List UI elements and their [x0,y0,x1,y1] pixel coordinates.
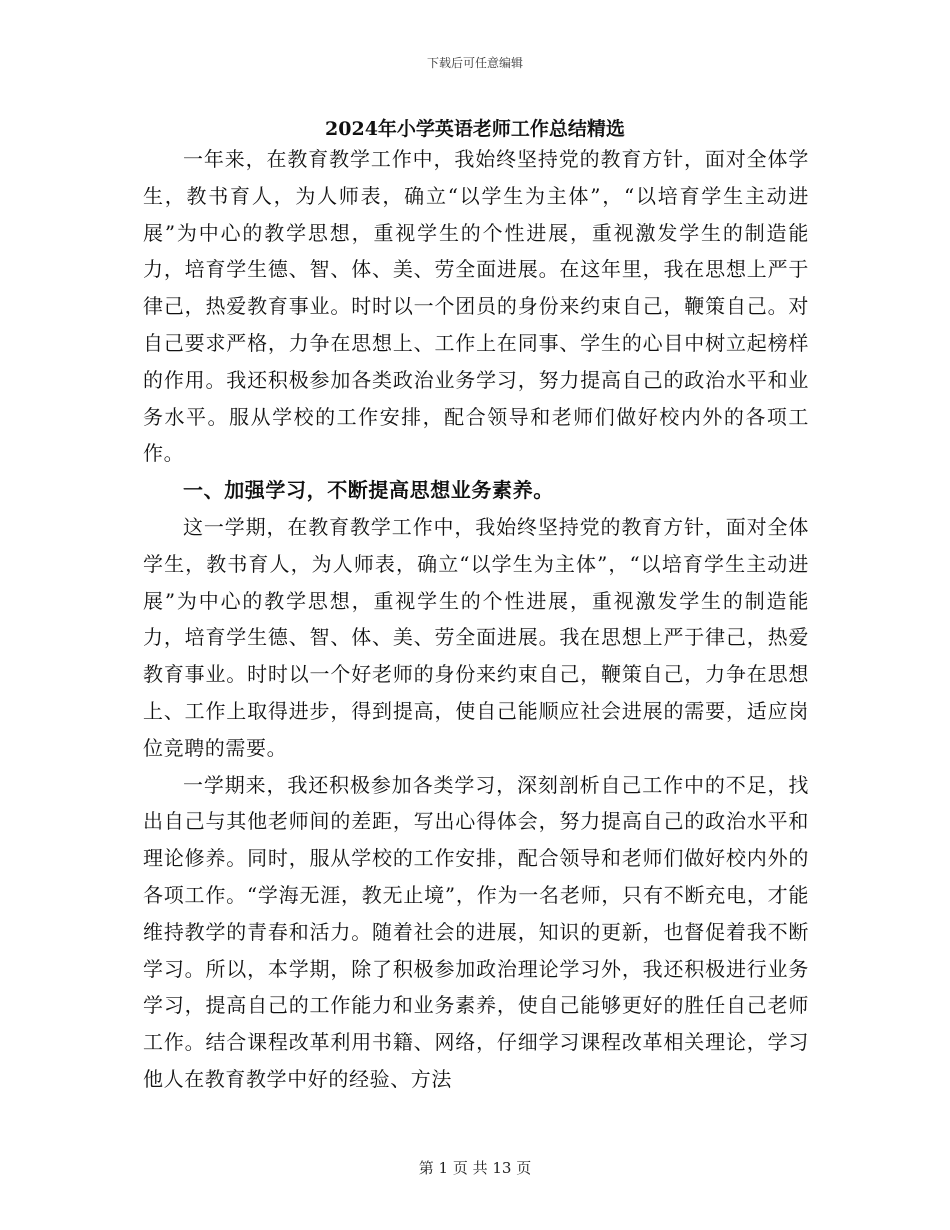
page-number: 第 1 页 共 13 页 [418,1159,532,1177]
paragraph-study: 一学期来，我还积极参加各类学习，深刻剖析自己工作中的不足，找出自己与其他老师间的差距，写出心得体会，努力提高自己的政治水平和理论修养。同时，服从学校的工作安排，配合领导和老师们做好校内外的各项工作。“学海无涯，教无止境”，作为一名老师，只有不断充电，才能维持教学的青春和活力。随着社会的进展，知识的更新，也督促着我不断学习。所以，本学期，除了积极参加政治理论学习外，我还积极进行业务学习，提高自己的工作能力和业务素养，使自己能够更好的胜任自己老师工作。结合课程改革利用书籍、网络，仔细学习课程改革相关理论，学习他人在教育教学中好的经验、方法 [143,772,809,1091]
section-heading: 一、加强学习，不断提高思想业务素养。 [183,478,554,503]
document-title: 2024年小学英语老师工作总结精选 [325,118,625,140]
document-body [143,141,809,1098]
paragraph-semester: 这一学期，在教育教学工作中，我始终坚持党的教育方针，面对全体学生，教书育人，为人师表，确立“以学生为主体”，“以培育学生主动进展”为中心的教学思想，重视学生的个性进展，重视激发学生的制造能力，培育学生德、智、体、美、劳全面进展。我在思想上严于律己，热爱教育事业。时时以一个好老师的身份来约束自己，鞭策自己，力争在思想上、工作上取得进步，得到提高，使自己能顺应社会进展的需要，适应岗位竞聘的需要。 [143,514,809,760]
header-note: 下载后可任意编辑 [426,56,523,70]
paragraph-intro: 一年来，在教育教学工作中，我始终坚持党的教育方针，面对全体学生，教书育人，为人师表，确立“以学生为主体”，“以培育学生主动进展”为中心的教学思想，重视学生的个性进展，重视激发学生的制造能力，培育学生德、智、体、美、劳全面进展。在这年里，我在思想上严于律己，热爱教育事业。时时以一个团员的身份来约束自己，鞭策自己。对自己要求严格，力争在思想上、工作上在同事、学生的心目中树立起榜样的作用。我还积极参加各类政治业务学习，努力提高自己的政治水平和业务水平。服从学校的工作安排，配合领导和老师们做好校内外的各项工作。 [143,147,809,466]
